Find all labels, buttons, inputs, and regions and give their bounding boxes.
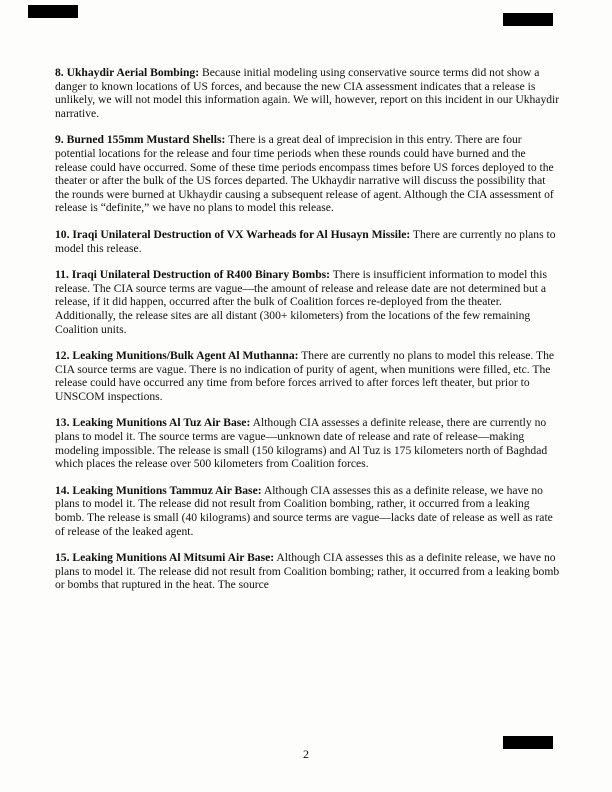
paragraph-9 [55,133,560,215]
paragraph-8-heading: 8. Ukhaydir Aerial Bombing: [55,66,200,79]
paragraph-10 [55,228,560,255]
redaction-box-top-left [28,5,78,18]
paragraph-15-heading: 15. Leaking Munitions Al Mitsumi Air Base: [55,551,275,565]
paragraph-11 [55,268,560,336]
paragraph-9-heading: 9. Burned 155mm Mustard Shells: [55,133,226,147]
document-body [55,66,560,605]
paragraph-13-body: Although CIA assesses a definite release, there are currently no plans to model it. The source terms are vague—unknown date of release and rate of release—making modeling impossible. The release is small (150 kilograms) and Al Tuz is 175 kilometers north of Baghdad which places the release over 500 kilometers from Coalition forces. [55,416,548,471]
paragraph-10-heading: 10. Iraqi Unilateral Destruction of VX Warheads for Al Husayn Missile: [55,227,411,241]
paragraph-11-body: There is insufficient information to model this release. The CIA source terms are vague—the amount of release and release date are not determined but a release, if it did happen, occurred after the bulk of Coalition forces re-deployed from the theater. Additionally, the release sites are all distant (300+ kilometers) from the locations of the few remaining Coalition units. [55,268,547,336]
paragraph-10-body: There are currently no plans to model this release. [55,227,556,255]
paragraph-15 [55,551,560,592]
paragraph-14-body: Although CIA assesses this as a definite release, we have no plans to model it. The release did not result from Coalition bombing, rather, it occurred from a leaking bomb. The release is small (40 kilograms) and source terms are vague—lacks date of release as well as rate of release of the leaked agent. [55,483,553,538]
paragraph-11-heading: 11. Iraqi Unilateral Destruction of R400 Binary Bombs: [55,268,331,282]
page-number: 2 [303,747,309,761]
paragraph-14 [55,484,560,538]
paragraph-12 [55,349,560,403]
paragraph-12-body: There are currently no plans to model this release. The CIA source terms are vague. There is no indication of purity of agent, when munitions were filled, etc. The release could have occurred any time from before forces arrived to after forces left theater, but prior to UNSCOM inspections. [55,349,555,403]
paragraph-14-heading: 14. Leaking Munitions Tammuz Air Base: [55,483,262,497]
paragraph-12-heading: 12. Leaking Munitions/Bulk Agent Al Muthanna: [55,349,299,363]
paragraph-15-body: Although CIA assesses this as a definite release, we have no plans to model it. The release did not result from Coalition bombing; rather, it occurred from a leaking bomb or bombs that ruptured in the heat. The source [55,551,560,592]
paragraph-9-body: There is a great deal of imprecision in this entry. There are four potential locations for the release and four time periods when these rounds could have burned and the release could have occurred. Some of these time periods encompass times before US forces deployed to the theater or after the bulk of the US forces departed. The Ukhaydir narrative will discuss the possibility that the rounds were burned at Ukhaydir causing a subsequent release of agent. Although the CIA assessment of release is “definite,” we have no plans to model this release. [55,133,554,215]
paragraph-8 [55,66,560,120]
paragraph-13-heading: 13. Leaking Munitions Al Tuz Air Base: [55,416,251,430]
paragraph-13 [55,416,560,470]
redaction-box-top-right [503,13,553,26]
paragraph-8-body: Because initial modeling using conservative source terms did not show a danger to known locations of US forces, and because the new CIA assessment indicates that a release is unlikely, we will not model this information again. We will, however, report on this incident in our Ukhaydir narrative. [55,66,560,120]
